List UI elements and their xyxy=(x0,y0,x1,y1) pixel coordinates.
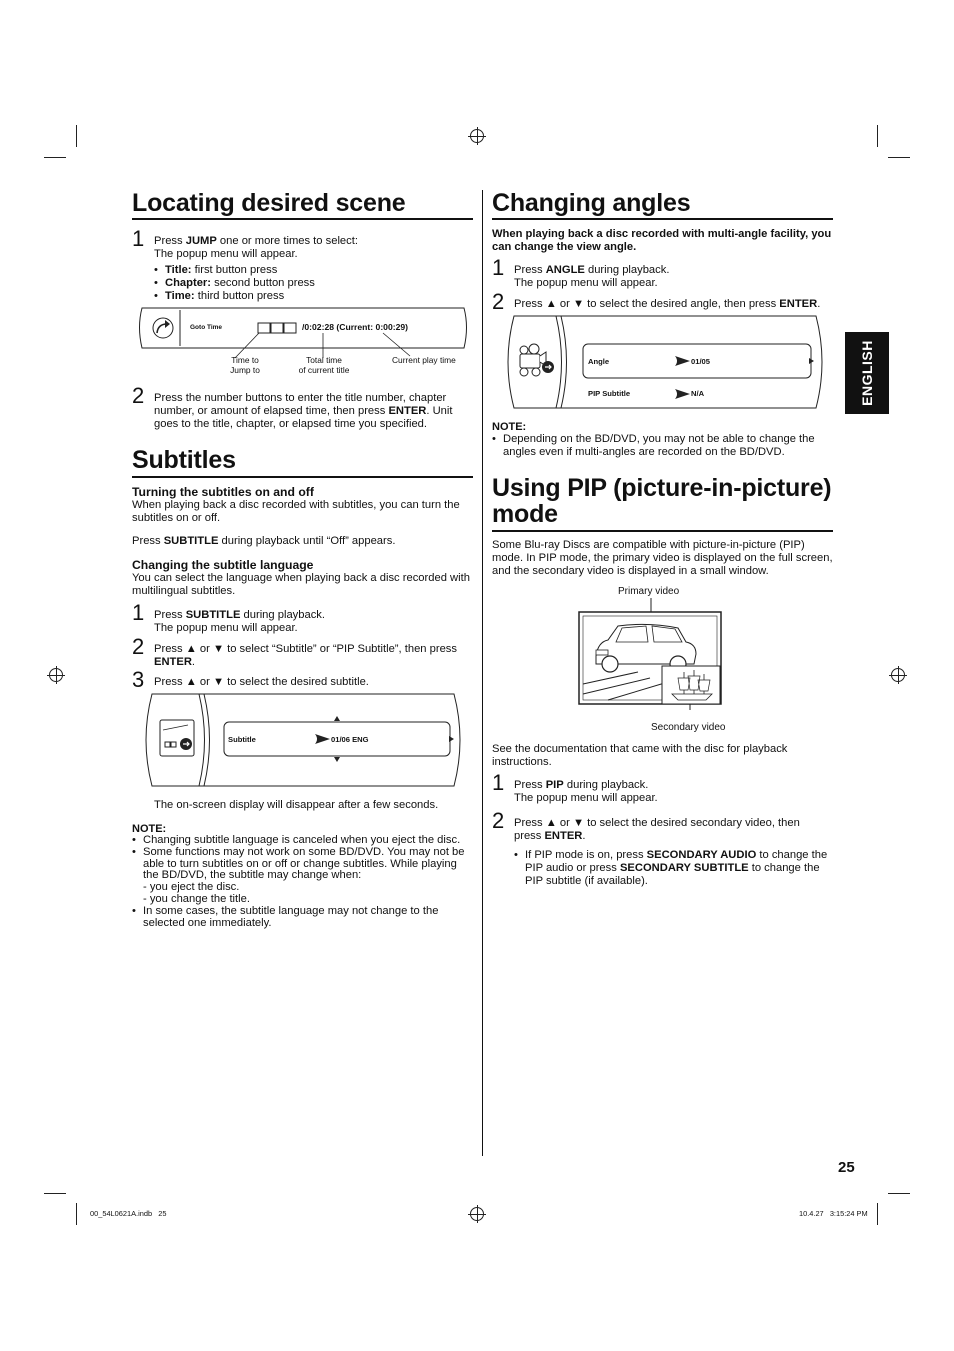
locate-step2: Press the number buttons to enter the title number, chapter number, or amount of elapsed time, then press ENTER. Unit goes to the title, chapter, or elapsed time you specified. xyxy=(154,392,453,430)
osd-subtitle-label: Subtitle xyxy=(228,735,256,744)
crop-mark xyxy=(76,125,77,147)
heading-pip: Using PIP (picture-in-picture) mode xyxy=(492,474,832,528)
step-number: 1 xyxy=(132,226,145,251)
registration-mark-icon xyxy=(891,668,905,682)
list-item: • If PIP mode is on, press SECONDARY AUDIO to change the PIP audio or press SECONDARY SUBTITLE to change the PIP subtitle (if available). xyxy=(514,849,834,888)
angles-step2: Press ▲ or ▼ to select the desired angle, then press ENTER. xyxy=(514,298,821,310)
paragraph-disappear: The on-screen display will disappear after a few seconds. xyxy=(154,799,439,811)
callout-time-to-jump: Time to Jump to xyxy=(230,355,260,375)
registration-mark-icon xyxy=(49,668,63,682)
heading-subtitles: Subtitles xyxy=(132,446,236,474)
paragraph-onoff: When playing back a disc recorded with subtitles, you can turn the subtitles on or off. xyxy=(132,499,460,524)
step-number: 2 xyxy=(492,289,505,314)
locate-bullets xyxy=(154,264,474,303)
osd-angle-label: Angle xyxy=(588,357,610,366)
note-heading: NOTE: xyxy=(132,823,167,835)
step-number: 2 xyxy=(132,634,145,659)
crop-mark xyxy=(877,1203,878,1225)
osd-time-value: /0:02:28 (Current: 0:00:29) xyxy=(302,322,409,332)
osd-pip-subtitle-value: N/A xyxy=(691,389,705,398)
heading-angles: Changing angles xyxy=(492,189,691,217)
crop-mark xyxy=(44,157,66,158)
step-number: 3 xyxy=(132,667,145,692)
heading-locating: Locating desired scene xyxy=(132,189,406,217)
registration-mark-icon xyxy=(470,1207,484,1221)
note-heading: NOTE: xyxy=(492,421,527,433)
step-number: 1 xyxy=(492,255,505,280)
list-item: - you change the title. xyxy=(143,892,250,905)
label-primary-video: Primary video xyxy=(618,586,680,597)
subheading-onoff: Turning the subtitles on and off xyxy=(132,485,314,499)
step-number: 2 xyxy=(492,808,505,833)
pip-step1: Press PIP during playback. The popup menu will appear. xyxy=(514,779,658,804)
heading-rule xyxy=(492,530,833,532)
list-item: • Changing subtitle language is canceled when you eject the disc. xyxy=(132,835,474,847)
osd-angle-value: 01/05 xyxy=(691,357,711,366)
pip-illustration xyxy=(578,598,722,710)
list-item: • Time: third button press xyxy=(154,290,474,303)
list-item: - you eject the disc. xyxy=(143,881,240,894)
list-item: • Chapter: second button press xyxy=(154,277,474,290)
column-divider xyxy=(482,190,483,1156)
crop-mark xyxy=(76,1203,77,1225)
osd-pip-subtitle-label: PIP Subtitle xyxy=(588,389,631,398)
list-item: • Title: first button press xyxy=(154,264,474,277)
footer-file: 00_54L0621A.indb 25 xyxy=(90,1209,167,1218)
step-number: 1 xyxy=(132,600,145,625)
angles-intro: When playing back a disc recorded with multi-angle facility, you can change the view angle. xyxy=(492,228,832,253)
subtitle-osd xyxy=(144,692,462,788)
registration-mark-icon xyxy=(470,129,484,143)
pip-intro: Some Blu-ray Discs are compatible with picture-in-picture (PIP) mode. In PIP mode, the primary video is displayed on the full screen, and the secondary video is displayed in a small window. xyxy=(492,539,833,577)
paragraph-language: You can select the language when playing back a disc recorded with multilingual subtitles. xyxy=(132,572,470,597)
crop-mark xyxy=(877,125,878,147)
pip-see-documentation: See the documentation that came with the disc for playback instructions. xyxy=(492,743,788,768)
side-tab-label: ENGLISH xyxy=(859,340,875,406)
heading-rule xyxy=(132,476,473,478)
heading-rule xyxy=(492,218,833,220)
heading-rule xyxy=(132,218,473,220)
language-side-tab xyxy=(845,332,889,414)
list-item: • Depending on the BD/DVD, you may not be able to change the angles even if multi-angles are recorded on the BD/DVD. xyxy=(492,433,834,459)
pip-step2: Press ▲ or ▼ to select the desired secondary video, then press ENTER. xyxy=(514,817,800,842)
subtitle-step3: Press ▲ or ▼ to select the desired subtitle. xyxy=(154,676,369,688)
angle-osd xyxy=(506,314,824,410)
crop-mark xyxy=(888,1193,910,1194)
callout-current-time: Current play time xyxy=(392,355,456,365)
angles-step1: Press ANGLE during playback. The popup menu will appear. xyxy=(514,264,670,289)
label-secondary-video: Secondary video xyxy=(651,722,726,733)
subheading-language: Changing the subtitle language xyxy=(132,558,314,572)
page-number: 25 xyxy=(838,1159,855,1176)
list-item: • Some functions may not work on some BD/DVD. You may not be able to turn subtitles on or off or change subtitles. While playing the BD/DVD, the subtitle may change when: xyxy=(132,847,474,882)
osd-subtitle-value: 01/06 ENG xyxy=(331,735,369,744)
subtitle-notes xyxy=(132,835,474,929)
subtitle-step2: Press ▲ or ▼ to select “Subtitle” or “PIP Subtitle”, then press ENTER. xyxy=(154,643,457,668)
crop-mark xyxy=(44,1193,66,1194)
step-number: 1 xyxy=(492,770,505,795)
osd-label: Goto Time xyxy=(190,324,223,331)
pip-bullet xyxy=(514,849,834,888)
step-number: 2 xyxy=(132,383,145,408)
angles-note xyxy=(492,433,834,459)
crop-mark xyxy=(888,157,910,158)
callout-total-time: Total time of current title xyxy=(298,355,350,375)
list-item: • In some cases, the subtitle language may not change to the selected one immediately. xyxy=(132,906,474,930)
subtitle-step1: Press SUBTITLE during playback. The popup menu will appear. xyxy=(154,609,326,634)
locate-step1: Press JUMP one or more times to select: The popup menu will appear. xyxy=(154,235,358,260)
paragraph-press-subtitle: Press SUBTITLE during playback until “Off” appears. xyxy=(132,535,396,547)
footer-timestamp: 10.4.27 3:15:24 PM xyxy=(799,1209,868,1218)
